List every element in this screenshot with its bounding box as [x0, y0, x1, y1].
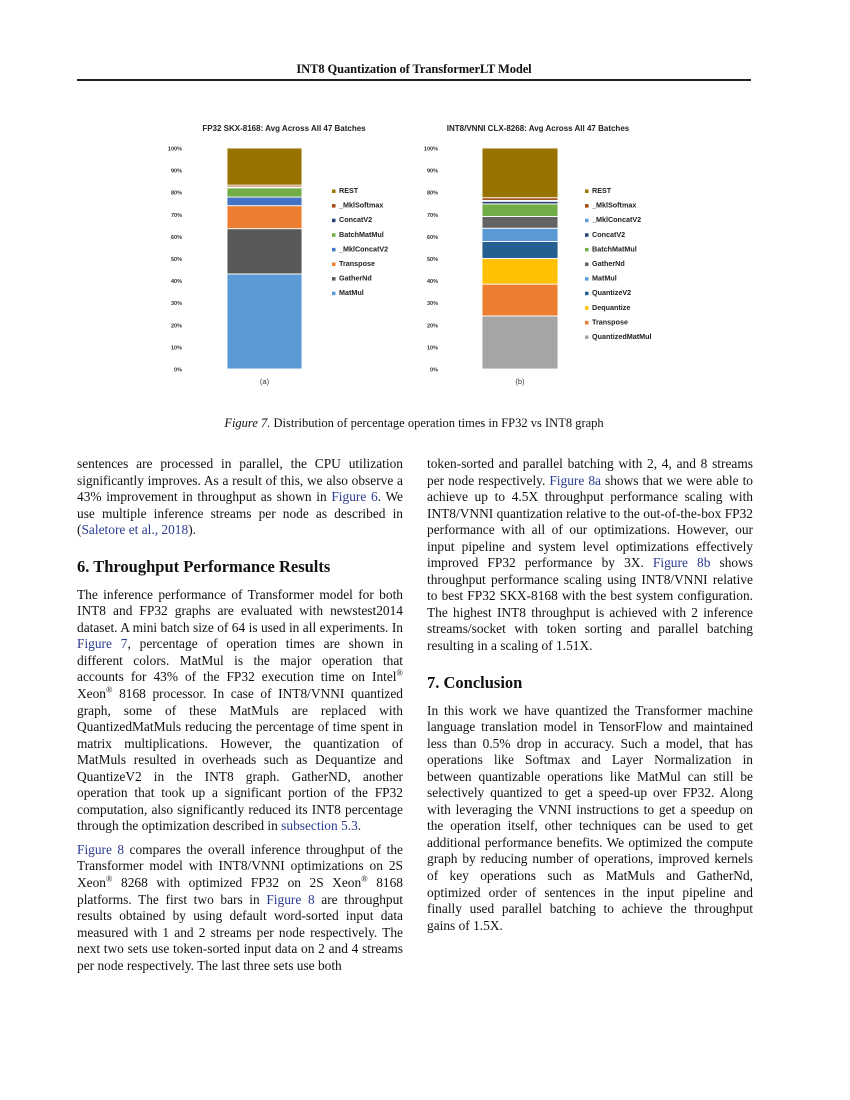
legend-label: ConcatV2: [339, 215, 373, 225]
registered-mark: ®: [396, 668, 403, 678]
section-heading-throughput: 6. Throughput Performance Results: [77, 556, 331, 576]
legend-swatch: [585, 263, 589, 267]
legend-label: MatMul: [592, 273, 617, 283]
chart-title: INT8/VNNI CLX-8268: Avg Across All 47 Batches: [446, 124, 630, 133]
legend-swatch: [585, 248, 589, 252]
bar-segment-matmul: [482, 228, 558, 241]
legend-label: GatherNd: [339, 273, 372, 283]
y-tick-label: 60%: [170, 234, 182, 241]
y-tick-label: 40%: [426, 279, 438, 286]
y-tick-label: 80%: [426, 190, 438, 197]
caption-text: Distribution of percentage operation times in FP32 vs INT8 graph: [270, 416, 604, 430]
legend-label: Transpose: [592, 317, 628, 327]
legend-swatch: [585, 321, 589, 325]
bar-segment-gathernd: [227, 229, 302, 274]
legend-swatch: [585, 219, 589, 223]
text-run: are throughput results obtained by using default word-sorted input data measured with 1 and 2 streams per node respectively. The next two sets use token-sorted input data on 2 and 4 streams per node respectively. The last three sets use both: [77, 891, 403, 973]
text-run: 8168 processor. In case of INT8/VNNI quantized graph, some of these MatMuls are replaced with QuantizedMatMuls reducing the percentage of time spent in matrix multiplications. However, the quantization of MatMuls resulted in overheads such as Dequantize and QuantizeV2 in the INT8 graph. GatherND, another operation that took up a significant portion of the FP32 computation, also significantly reduced its INT8 percentage through the optimization described in: [77, 686, 403, 834]
cross-reference-link[interactable]: Figure 6: [331, 489, 378, 505]
chart-title: FP32 SKX-8168: Avg Across All 47 Batches: [202, 124, 366, 133]
legend-swatch: [585, 277, 589, 281]
y-tick-label: 70%: [170, 212, 182, 219]
bar-segment-batchmatmul: [482, 204, 558, 217]
legend-swatch: [585, 233, 589, 237]
y-tick-label: 10%: [170, 345, 182, 352]
figure-caption: [77, 416, 751, 431]
y-tick-label: 20%: [426, 323, 438, 330]
bar-segment-quantizedmatmul: [482, 316, 558, 369]
bar-segment-matmul: [227, 274, 302, 369]
bar-segment-transpose: [482, 284, 558, 316]
cross-reference-link[interactable]: Saletore et al., 2018: [81, 522, 189, 538]
y-tick-label: 0%: [430, 367, 438, 374]
legend-swatch: [332, 204, 336, 208]
paragraph-conclusion: [427, 703, 753, 935]
legend-label: ConcatV2: [592, 229, 626, 239]
chart-fp32: [168, 124, 388, 386]
paragraph-figure8-comparison: [77, 842, 403, 974]
y-tick-label: 100%: [167, 146, 182, 153]
text-run: compares the overall inference throughput of the Transformer model with INT8/VNNI optimizations on 2S Xeon: [77, 841, 403, 891]
paragraph-parallel-streams: [77, 456, 403, 539]
legend-swatch: [332, 219, 336, 223]
legend-swatch: [332, 277, 336, 281]
caption-label: Figure 7.: [224, 416, 271, 430]
legend-swatch: [585, 292, 589, 296]
cross-reference-link[interactable]: Figure 8a: [549, 472, 601, 488]
y-tick-label: 0%: [174, 367, 182, 374]
legend-label: QuantizeV2: [592, 288, 632, 298]
text-run: token-sorted and parallel batching with 2, 4, and 8 streams per node respectively.: [427, 456, 753, 488]
legend-swatch: [332, 233, 336, 237]
registered-mark: ®: [106, 684, 113, 695]
legend-label: _MklSoftmax: [592, 200, 637, 210]
y-tick-label: 70%: [426, 212, 438, 219]
subfigure-label: (a): [259, 377, 270, 386]
paragraph-operation-times: [77, 587, 403, 835]
legend-swatch: [332, 190, 336, 194]
legend-swatch: [585, 306, 589, 310]
y-tick-label: 50%: [170, 257, 182, 263]
text-run: . We use multiple inference streams per node as described in (: [77, 489, 403, 538]
bar-segment-rest: [482, 148, 558, 198]
legend-label: QuantizedMatMul: [592, 332, 652, 341]
text-run: shows throughput performance scaling using INT8/VNNI relative to best FP32 SKX-8168 with the best system configuration. The highest INT8 throughput is achieved with 2 inference streams/socket with token sorting and parallel batching resulting in a scaling of 1.51X.: [427, 555, 753, 654]
y-tick-label: 30%: [170, 301, 182, 308]
text-run: sentences are processed in parallel, the CPU utilization significantly improves. As a result of this, we also observe a 43% improvement in throughput as shown in: [77, 456, 403, 505]
cross-reference-link[interactable]: subsection 5.3: [281, 818, 358, 834]
y-tick-label: 100%: [423, 146, 438, 153]
legend-label: BatchMatMul: [592, 244, 637, 254]
y-tick-label: 60%: [426, 234, 438, 241]
bar-segment-gathernd: [482, 217, 558, 229]
bar-segment-rest: [227, 148, 302, 185]
bar-segment-dequantize: [482, 259, 558, 285]
legend-swatch: [332, 263, 336, 267]
cross-reference-link[interactable]: Figure 7: [77, 636, 128, 652]
chart-int8: [424, 124, 652, 386]
registered-mark: ®: [361, 873, 368, 884]
subfigure-label: (b): [515, 377, 525, 386]
running-header-title: INT8 Quantization of TransformerLT Model: [296, 62, 532, 76]
text-run: ).: [188, 522, 197, 538]
y-tick-label: 20%: [170, 323, 182, 330]
left-column: [77, 456, 403, 974]
figure-7: [0, 110, 850, 400]
text-run: In this work we have quantized the Transformer machine language translation model in TensorFlow and maintained less than 0.5% drop in accuracy. Such a model, that has operations like Softmax and Layer Normalization in between quantizable operations like MatMul can still be selectively quantized to get a speed-up over FP32. Along with leveraging the VNNI instructions to get a speedup on the operation itself, other techniques can be used to get additional performance benefits. We optimized the compute graph by reducing number of operations, improved kernels of key operations such as MatMuls and GatherNd, optimized order of sentences in the input pipeline and finally used parallel batching to achieve the throughput gains of 1.5X.: [427, 702, 753, 933]
legend-label: MatMul: [339, 288, 364, 298]
y-tick-label: 10%: [426, 345, 438, 352]
y-tick-label: 90%: [426, 168, 438, 175]
legend-label: Dequantize: [592, 302, 631, 312]
text-run: shows that we were able to achieve up to 4.5X throughput performance scaling with INT8/VNNI quantization relative to the out-of-the-box FP32 performance with all of our optimizations. However, our input pipeline and system level optimizations effectively improved FP32 performance by 3X.: [427, 472, 754, 571]
legend-label: _MklConcatV2: [339, 244, 389, 254]
legend-swatch: [585, 190, 589, 194]
text-run: 8268 with optimized FP32 on 2S Xeon: [112, 875, 362, 891]
paragraph-scaling-results: [427, 456, 753, 655]
text-run: The inference performance of Transformer model for both INT8 and FP32 graphs are evaluated with newstest2014 dataset. A mini batch size of 64 is used in all experiments. In: [77, 586, 403, 635]
legend-label: _MklConcatV2: [592, 215, 642, 225]
y-tick-label: 50%: [426, 257, 438, 263]
cross-reference-link[interactable]: Figure 8: [266, 891, 315, 907]
y-tick-label: 40%: [170, 279, 182, 286]
text-run: 8168 platforms. The first two bars in: [77, 875, 403, 907]
registered-mark: ®: [106, 873, 113, 884]
legend-label: Transpose: [339, 259, 375, 268]
y-tick-label: 80%: [170, 190, 182, 197]
header-rule: [77, 79, 751, 81]
legend-label: _MklSoftmax: [339, 200, 384, 210]
legend-swatch: [585, 336, 589, 340]
right-column: [427, 456, 753, 934]
bar-segment-mklconcatv2: [227, 197, 302, 206]
text-run: , percentage of operation times are shown in different colors. MatMul is the major operation that accounts for 43% of the FP32 execution time on Intel: [77, 636, 403, 685]
y-tick-label: 90%: [170, 168, 182, 175]
legend-label: REST: [339, 186, 359, 195]
bar-segment-quantizev2: [482, 241, 558, 258]
legend-swatch: [332, 248, 336, 252]
cross-reference-link[interactable]: Figure 8: [77, 841, 125, 857]
legend-swatch: [332, 292, 336, 296]
text-run: .: [357, 818, 362, 834]
legend-label: GatherNd: [592, 259, 625, 268]
legend-swatch: [585, 204, 589, 208]
legend-label: REST: [592, 186, 612, 195]
cross-reference-link[interactable]: Figure 8b: [652, 555, 711, 571]
y-tick-label: 30%: [426, 301, 438, 308]
text-run: Xeon: [77, 686, 107, 702]
section-heading-conclusion: 7. Conclusion: [427, 672, 523, 692]
legend-label: BatchMatMul: [339, 229, 384, 239]
bar-segment-transpose: [227, 206, 302, 229]
bar-segment-batchmatmul: [227, 188, 302, 197]
